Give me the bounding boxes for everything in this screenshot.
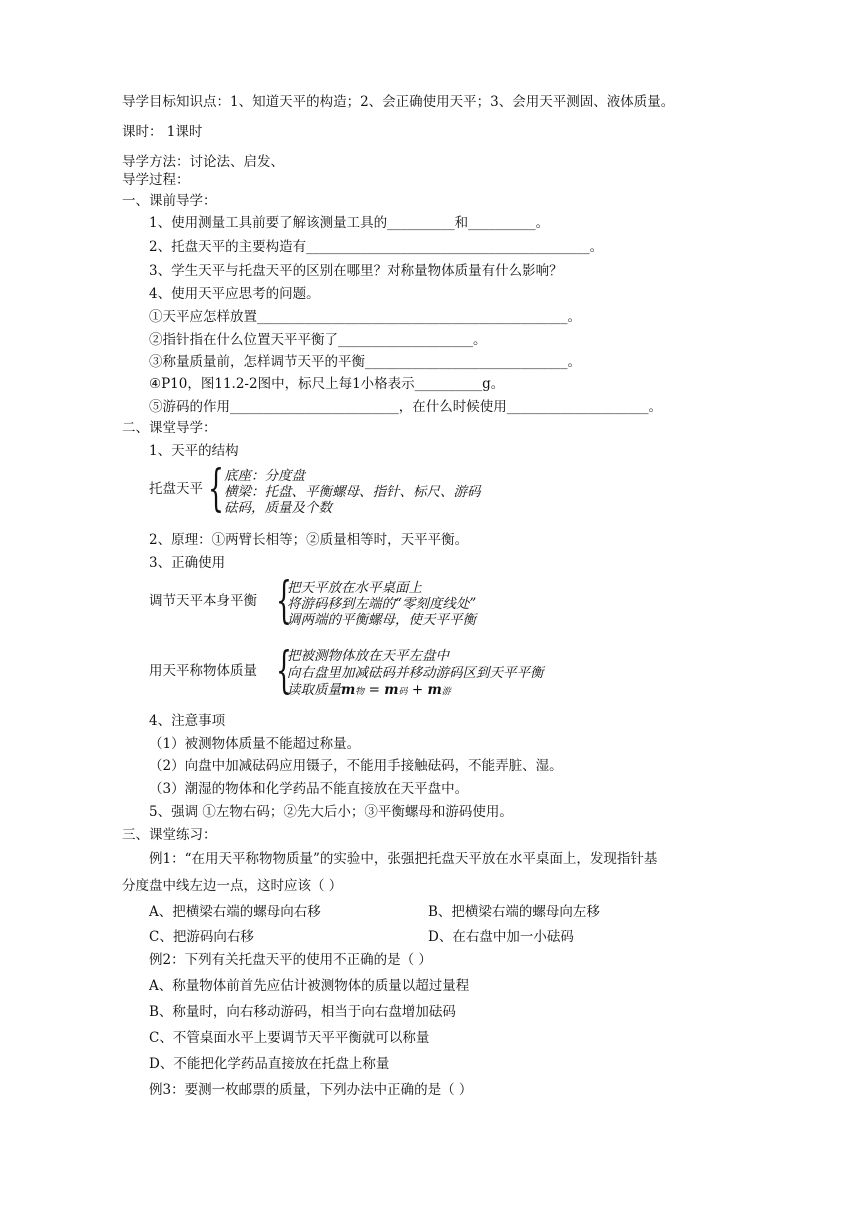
sub-question-2: ②指针指在什么位置天平平衡了____________________。 — [149, 332, 487, 348]
example2-question: 例2：下列有关托盘天平的使用不正确的是（ ） — [149, 952, 432, 968]
adjust-item-2: 将游码移到左端的“零刻度线处” — [287, 596, 477, 612]
pre-question-3: 3、学生天平与托盘天平的区别在哪里？对称量物体质量有什么影响？ — [149, 263, 563, 279]
formula-m: m — [427, 682, 442, 698]
formula-prefix: 读取质量 — [287, 682, 341, 698]
lesson-time-line: 课时： 1课时 — [122, 124, 203, 140]
sub-question-4: ④P10，图11.2-2图中，标尺上每1小格表示__________g。 — [149, 376, 505, 392]
example1-option-c: C、把游码向右移 — [149, 929, 254, 945]
sub-question-5: ⑤游码的作用_________________________，在什么时候使用_____________________。 — [149, 399, 662, 415]
notes-title: 4、注意事项 — [149, 713, 226, 729]
brace-icon: { — [208, 459, 224, 517]
balance-item-base: 底座：分度盘 — [224, 468, 305, 484]
example1-option-d: D、在右盘中加一小砝码 — [428, 929, 574, 945]
balance-item-beam: 横梁：托盘、平衡螺母、指针、标尺、游码 — [224, 484, 481, 500]
example2-option-d: D、不能把化学药品直接放在托盘上称量 — [149, 1056, 390, 1072]
sub-question-1: ①天平应怎样放置______________________________________________。 — [149, 309, 581, 325]
formula-sub-rider: 游 — [441, 687, 451, 697]
section3-title: 三、课堂练习： — [122, 827, 217, 843]
sub-question-3: ③称量质量前，怎样调节天平的平衡______________________________。 — [149, 354, 581, 370]
example1-line1: 例1：“在用天平称物物质量”的实验中，张强把托盘天平放在水平桌面上，发现指针基 — [149, 851, 658, 867]
weigh-item-2: 向右盘里加减砝码并移动游码区到天平平衡 — [287, 665, 544, 681]
brace-icon: { — [276, 571, 292, 629]
objectives-line: 导学目标知识点：1、知道天平的构造；2、会正确使用天平；3、会用天平测固、液体质量。 — [122, 94, 675, 110]
brace-icon: { — [276, 641, 292, 699]
adjust-item-1: 把天平放在水平桌面上 — [287, 580, 422, 596]
adjust-label: 调节天平本身平衡 — [149, 593, 257, 609]
pre-question-4: 4、使用天平应思考的问题。 — [149, 286, 320, 302]
example2-option-a: A、称量物体前首先应估计被测物体的质量以超过量程 — [149, 978, 470, 994]
correct-use-title: 3、正确使用 — [149, 555, 226, 571]
note-2: （2）向盘中加减砝码应用镊子，不能用手接触砝码，不能弄脏、湿。 — [149, 758, 563, 774]
balance-label: 托盘天平 — [149, 481, 203, 497]
section2-title: 二、课堂导学： — [122, 420, 217, 436]
example1-option-b: B、把横梁右端的螺母向左移 — [428, 904, 600, 920]
formula-m: m — [341, 682, 356, 698]
balance-item-weights: 砝码，质量及个数 — [224, 500, 332, 516]
example1-line2: 分度盘中线左边一点，这时应该（ ） — [122, 878, 343, 894]
adjust-item-3: 调两端的平衡螺母，使天平平衡 — [287, 612, 476, 628]
emphasis-line: 5、强调 ①左物右码；②先大后小；③平衡螺母和游码使用。 — [149, 804, 513, 820]
formula-sub-weight: 码 — [398, 687, 408, 697]
example1-option-a: A、把横梁右端的螺母向右移 — [149, 904, 321, 920]
weigh-formula — [287, 682, 451, 700]
example2-option-b: B、称量时，向右移动游码，相当于向右盘增加砝码 — [149, 1004, 456, 1020]
method-line: 导学方法：讨论法、启发、 — [122, 154, 284, 170]
note-3: （3）潮湿的物体和化学药品不能直接放在天平盘中。 — [149, 781, 469, 797]
example3-question: 例3：要测一枚邮票的质量，下列办法中正确的是（ ） — [149, 1082, 473, 1098]
weigh-item-1: 把被测物体放在天平左盘中 — [287, 648, 449, 664]
formula-equals: = — [364, 682, 385, 698]
process-line: 导学过程： — [122, 172, 190, 188]
weigh-label: 用天平称物体质量 — [149, 663, 257, 679]
example2-option-c: C、不管桌面水平上要调节天平平衡就可以称量 — [149, 1030, 430, 1046]
formula-sub-object: 物 — [355, 687, 365, 697]
formula-m: m — [384, 682, 399, 698]
structure-title: 1、天平的结构 — [149, 443, 239, 459]
section1-title: 一、课前导学： — [122, 193, 217, 209]
note-1: （1）被测物体质量不能超过称量。 — [149, 736, 361, 752]
pre-question-2: 2、托盘天平的主要构造有__________________________________________。 — [149, 239, 604, 255]
formula-plus: + — [407, 682, 428, 698]
pre-question-1: 1、使用测量工具前要了解该测量工具的__________和__________。 — [149, 215, 550, 231]
principle-line: 2、原理：①两臂长相等；②质量相等时，天平平衡。 — [149, 532, 469, 548]
